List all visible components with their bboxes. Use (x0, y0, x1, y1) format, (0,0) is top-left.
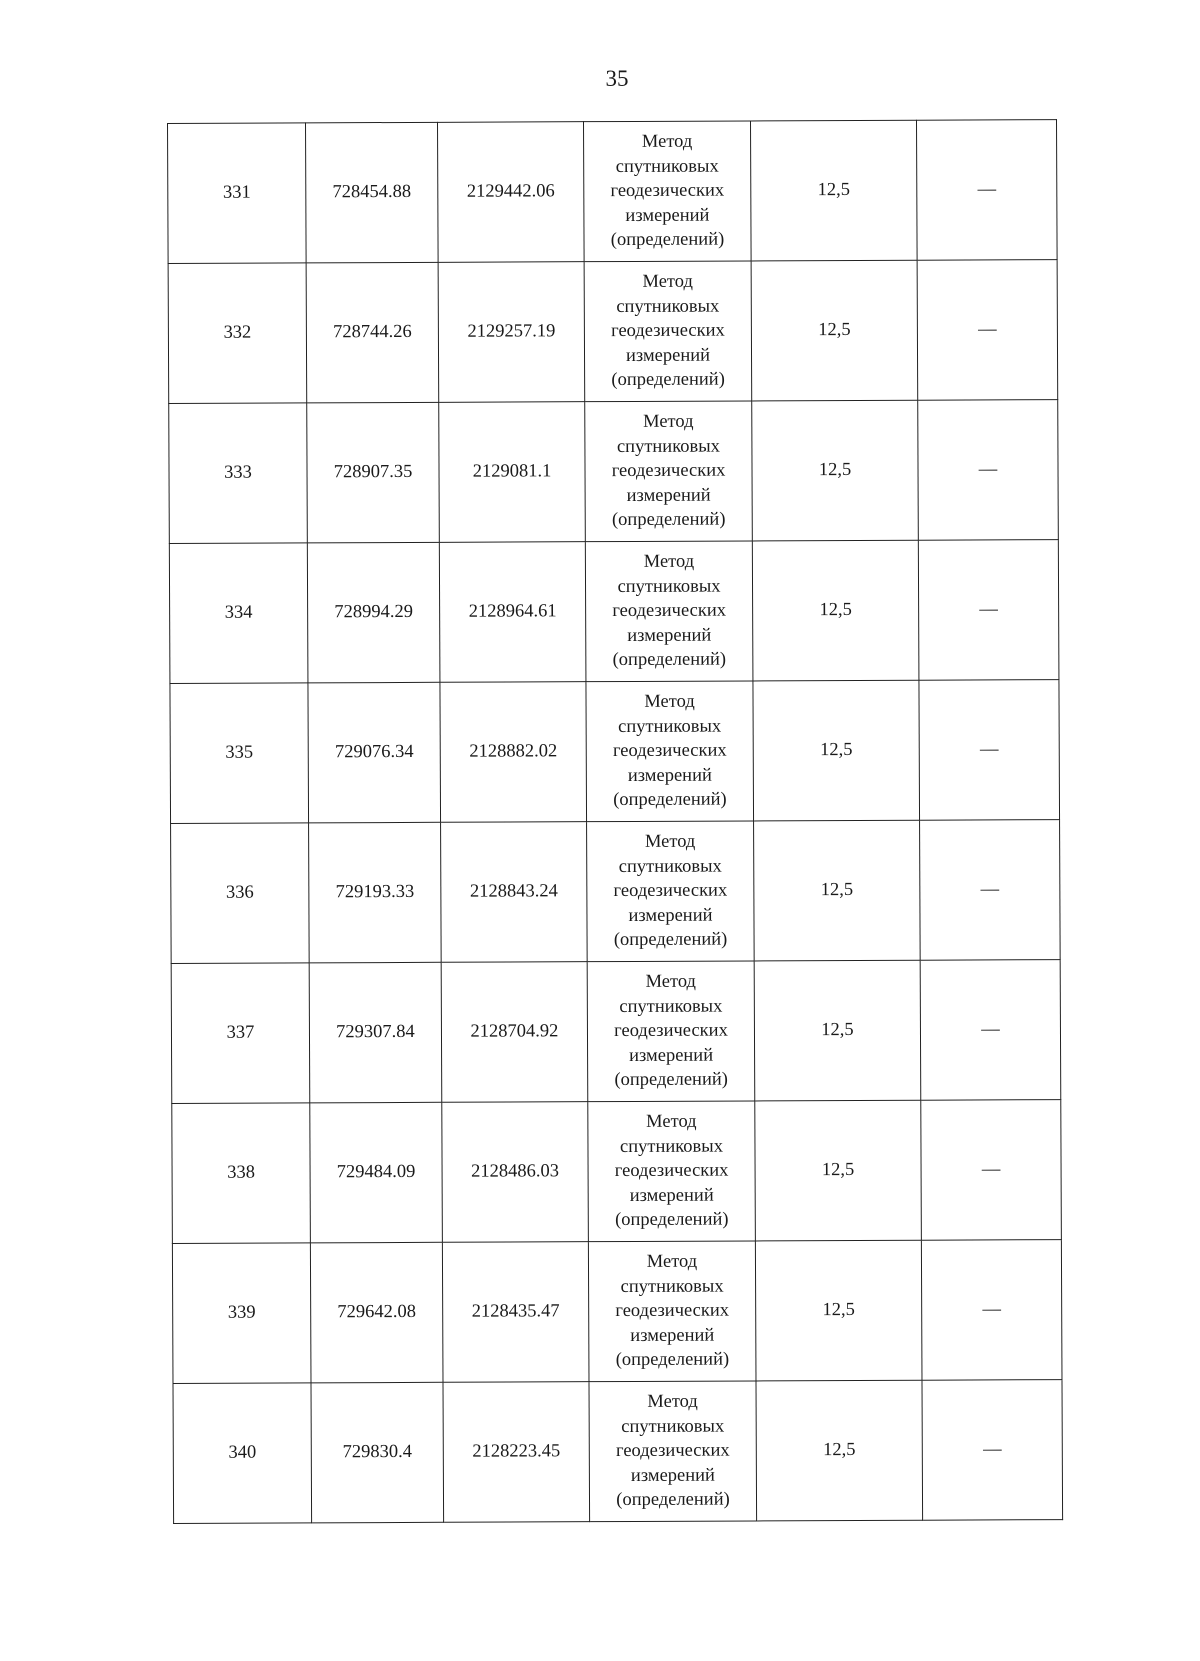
note-cell: — (921, 1240, 1062, 1381)
note-cell: — (922, 1380, 1063, 1521)
x-coordinate-cell: 729642.08 (310, 1242, 443, 1383)
method-line: измерений (625, 345, 711, 366)
note-cell: — (916, 120, 1057, 261)
method-line: измерений (627, 765, 712, 786)
method-line: спутниковых (616, 296, 720, 317)
method-line: (определений) (612, 649, 727, 671)
method-line: спутниковых (619, 996, 723, 1017)
accuracy-cell: 12,5 (755, 1240, 922, 1381)
page-number: 35 (605, 66, 629, 91)
method-line: геодезических (611, 460, 726, 482)
accuracy-cell: 12,5 (755, 1100, 922, 1241)
x-coordinate-cell: 729830.4 (311, 1382, 444, 1523)
method-line: измерений (628, 905, 713, 926)
method-line: геодезических (610, 180, 725, 202)
method-cell (589, 1381, 757, 1522)
point-number-cell: 337 (171, 963, 310, 1104)
method-line: спутниковых (617, 576, 721, 597)
method-line: геодезических (615, 1440, 730, 1462)
table-body (168, 120, 1063, 1524)
method-line: спутниковых (618, 856, 722, 877)
coordinates-table (167, 119, 1063, 1524)
table-row (170, 680, 1060, 824)
table-row (168, 120, 1058, 264)
y-coordinate-cell: 2128486.03 (442, 1102, 589, 1243)
method-cell (584, 261, 752, 402)
method-line: геодезических (612, 740, 727, 762)
table-row (173, 1380, 1063, 1524)
accuracy-cell: 12,5 (750, 120, 917, 261)
method-line: Метод (643, 411, 694, 433)
point-number-cell: 331 (168, 123, 307, 264)
method-cell (588, 1101, 756, 1242)
method-line: измерений (625, 205, 710, 226)
point-number-cell: 335 (170, 683, 309, 824)
table-row (169, 540, 1059, 684)
note-cell: — (919, 680, 1060, 821)
y-coordinate-cell: 2128435.47 (442, 1242, 589, 1383)
y-coordinate-cell: 2128223.45 (443, 1382, 590, 1523)
x-coordinate-cell: 729076.34 (308, 682, 441, 823)
method-line: геодезических (611, 320, 725, 342)
point-number-cell: 334 (169, 543, 308, 684)
note-cell: — (921, 1100, 1062, 1241)
method-cell (586, 681, 754, 822)
method-line: Метод (645, 971, 696, 993)
method-line: измерений (629, 1185, 714, 1206)
x-coordinate-cell: 728907.35 (307, 402, 440, 543)
method-line: спутниковых (618, 716, 722, 737)
x-coordinate-cell: 728744.26 (306, 262, 439, 403)
y-coordinate-cell: 2129257.19 (438, 262, 585, 403)
method-cell (587, 961, 755, 1102)
method-line: измерений (630, 1325, 715, 1346)
method-line: измерений (629, 1045, 714, 1066)
x-coordinate-cell: 729193.33 (309, 822, 442, 963)
method-line: геодезических (612, 600, 727, 622)
method-line: геодезических (614, 1160, 729, 1182)
method-line: Метод (646, 1251, 698, 1273)
accuracy-cell: 12,5 (754, 960, 921, 1101)
table-row (172, 1100, 1062, 1244)
table-row (168, 260, 1058, 404)
method-line: (определений) (610, 229, 725, 251)
method-line: Метод (641, 131, 693, 153)
method-line: спутниковых (621, 1416, 725, 1437)
method-cell (585, 401, 753, 542)
method-line: Метод (647, 1391, 698, 1413)
method-line: измерений (627, 625, 712, 646)
x-coordinate-cell: 728454.88 (306, 122, 439, 263)
method-cell (585, 541, 753, 682)
note-cell: — (918, 540, 1059, 681)
table-row (171, 960, 1061, 1104)
x-coordinate-cell: 729307.84 (309, 962, 442, 1103)
y-coordinate-cell: 2129442.06 (437, 122, 584, 263)
method-line: Метод (644, 691, 695, 713)
x-coordinate-cell: 728994.29 (307, 542, 440, 683)
method-line: (определений) (613, 789, 727, 811)
method-line: геодезических (613, 880, 728, 902)
method-cell (587, 821, 755, 962)
method-line: измерений (626, 485, 711, 506)
accuracy-cell: 12,5 (752, 400, 919, 541)
accuracy-cell: 12,5 (754, 820, 921, 961)
point-number-cell: 340 (173, 1383, 312, 1524)
method-cell (588, 1241, 756, 1382)
note-cell: — (920, 960, 1061, 1101)
table-row (169, 400, 1059, 544)
accuracy-cell: 12,5 (756, 1380, 923, 1521)
method-line: (определений) (611, 509, 726, 531)
point-number-cell: 333 (169, 403, 308, 544)
method-line: Метод (642, 271, 693, 293)
method-line: геодезических (615, 1300, 730, 1322)
method-line: (определений) (615, 1349, 730, 1371)
method-line: (определений) (616, 1489, 730, 1511)
note-cell: — (917, 260, 1058, 401)
accuracy-cell: 12,5 (752, 540, 919, 681)
table-row (171, 820, 1061, 964)
note-cell: — (918, 400, 1059, 541)
point-number-cell: 332 (168, 263, 307, 404)
method-line: (определений) (611, 369, 725, 391)
method-line: (определений) (613, 929, 728, 951)
point-number-cell: 338 (172, 1103, 311, 1244)
table-row (172, 1240, 1062, 1384)
y-coordinate-cell: 2128882.02 (440, 682, 587, 823)
method-line: спутниковых (616, 436, 720, 457)
method-line: спутниковых (615, 156, 719, 177)
method-line: геодезических (614, 1020, 728, 1042)
method-line: (определений) (615, 1209, 729, 1231)
note-cell: — (920, 820, 1061, 961)
method-line: Метод (643, 551, 695, 573)
method-line: Метод (644, 831, 696, 853)
method-line: измерений (630, 1465, 715, 1486)
y-coordinate-cell: 2128704.92 (441, 962, 588, 1103)
y-coordinate-cell: 2128843.24 (441, 822, 588, 963)
method-line: спутниковых (620, 1276, 724, 1297)
method-line: Метод (646, 1111, 697, 1133)
accuracy-cell: 12,5 (753, 680, 920, 821)
accuracy-cell: 12,5 (751, 260, 918, 401)
y-coordinate-cell: 2128964.61 (439, 542, 586, 683)
point-number-cell: 339 (172, 1243, 311, 1384)
method-cell (583, 121, 751, 262)
point-number-cell: 336 (171, 823, 310, 964)
method-line: (определений) (614, 1069, 728, 1091)
method-line: спутниковых (619, 1136, 723, 1157)
y-coordinate-cell: 2129081.1 (439, 402, 586, 543)
x-coordinate-cell: 729484.09 (310, 1102, 443, 1243)
